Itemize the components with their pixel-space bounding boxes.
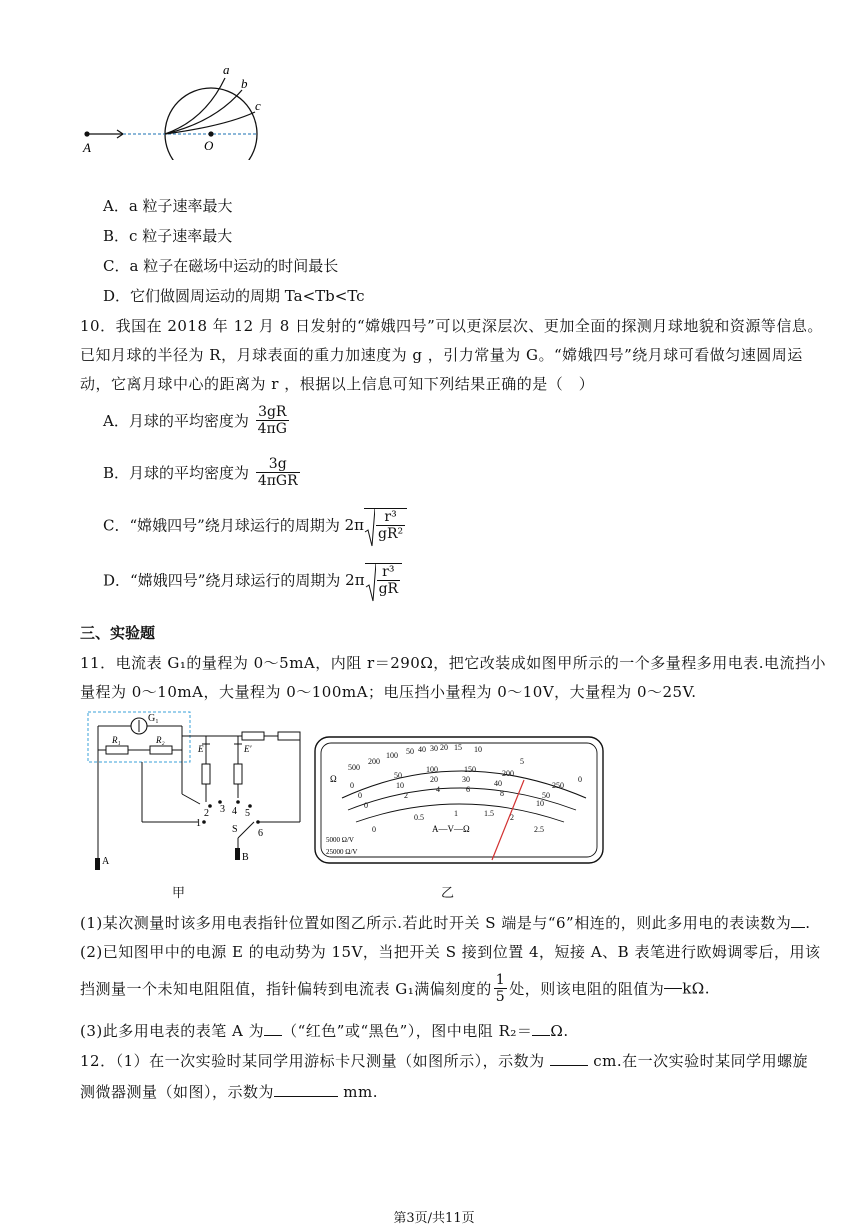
section-heading: 三、实验题 [80,624,156,642]
svg-text:200: 200 [368,757,380,766]
svg-text:6: 6 [258,828,263,839]
q11-part2-line2: 挡测量一个未知电阻阻值，指针偏转到电流表 G₁满偏刻度的 $\frac{1}{5}$ 处，则该电阻的阻值为 kΩ. [80,972,711,1005]
q10-option-b: B．月球的平均密度为 $\frac{3g}{\text{4πGR}}$ [103,456,298,489]
svg-text:0: 0 [364,801,368,810]
circuit-figure [82,708,314,878]
svg-text:E′: E′ [244,744,252,754]
q11-part3: (3)此多用电表的表笔 A 为 （“红色”或“黑色”），图中电阻 R₂＝ Ω. [80,1022,569,1040]
fig-caption-right: 乙 [441,886,455,901]
svg-text:G₁: G₁ [148,713,159,724]
q10-line2: 已知月球的半径为 R，月球表面的重力加速度为 g ，引力常量为 G。“嫦娥四号”绕月球可看做匀速圆周运 [80,346,803,364]
label-a: a [223,62,230,77]
q10-line3: 动，它离月球中心的距离为 r ，根据以上信息可知下列结果正确的是（ ） [80,375,595,393]
svg-text:4: 4 [232,806,237,817]
svg-text:2.5: 2.5 [534,825,544,834]
svg-text:0: 0 [358,791,362,800]
q10-line1: 10．我国在 2018 年 12 月 8 日发射的“嫦娥四号”可以更深层次、更加全面的探测月球地貌和资源等信息。 [80,317,823,335]
svg-text:0.5: 0.5 [414,813,424,822]
svg-text:1: 1 [196,818,201,829]
svg-text:6: 6 [466,785,470,794]
svg-text:8: 8 [500,789,504,798]
svg-text:500: 500 [348,763,360,772]
svg-text:40: 40 [494,779,502,788]
trajectory-figure [75,60,275,160]
q9-option-a: A．a 粒子速率最大 [103,197,233,215]
page-footer: 第3页/共11页 [393,1211,475,1226]
svg-text:1.5: 1.5 [484,809,494,818]
label-c: c [255,98,261,113]
svg-text:30: 30 [462,775,470,784]
svg-text:10: 10 [536,799,544,808]
q9-option-b: B．c 粒子速率最大 [103,227,233,245]
q11-part1: (1)某次测量时该多用电表指针位置如图乙所示.若此时开关 S 端是与“6”相连的，则此多用电的表读数为 . [80,914,811,932]
svg-text:2: 2 [510,813,514,822]
svg-text:5: 5 [520,757,524,766]
svg-text:20: 20 [440,743,448,752]
q11-line1: 11．电流表 G₁的量程为 0～5mA，内阻 r＝290Ω，把它改装成如图甲所示的一个多量程多用电表.电流挡小 [80,654,827,672]
svg-text:A: A [102,856,110,867]
svg-text:30: 30 [430,744,438,753]
svg-text:20: 20 [430,775,438,784]
svg-text:50: 50 [542,791,550,800]
svg-text:0: 0 [372,825,376,834]
svg-text:10: 10 [396,781,404,790]
svg-text:4: 4 [436,785,440,794]
q10-option-c: C．“嫦娥四号”绕月球运行的周期为 2π $\frac{\text{r³}}{\text{gR²}}$ [103,508,407,542]
q11-line2: 量程为 0～10mA，大量程为 0～100mA；电压挡小量程为 0～10V，大量程为 0～25V. [80,683,697,701]
svg-text:40: 40 [418,745,426,754]
svg-text:B: B [242,852,249,863]
q10-option-a: A．月球的平均密度为 $\frac{3gR}{4\pi G}$ [103,404,287,437]
q12-line1: 12．（1）在一次实验时某同学用游标卡尺测量（如图所示），示数为 cm.在一次实验时某同学用螺旋 [80,1052,809,1070]
svg-text:25000 Ω/V: 25000 Ω/V [326,848,358,856]
svg-text:2: 2 [204,808,209,819]
svg-text:15: 15 [454,743,462,752]
svg-text:E: E [198,744,204,754]
svg-text:3: 3 [220,804,225,815]
fig-caption-left: 甲 [172,886,186,901]
q9-option-d: D．它们做圆周运动的周期 Ta<Tb<Tc [103,287,365,305]
svg-text:100: 100 [426,765,438,774]
svg-text:5000 Ω/V: 5000 Ω/V [326,836,354,844]
svg-text:2: 2 [404,791,408,800]
svg-text:50: 50 [406,747,414,756]
svg-text:10: 10 [474,745,482,754]
svg-text:50: 50 [394,771,402,780]
svg-text:Ω: Ω [330,774,337,784]
svg-text:R₂: R₂ [156,735,165,745]
svg-text:5: 5 [245,808,250,819]
svg-text:100: 100 [386,751,398,760]
svg-text:0: 0 [578,775,582,784]
q9-option-c: C．a 粒子在磁场中运动的时间最长 [103,257,339,275]
svg-text:R₁: R₁ [112,735,121,745]
svg-text:200: 200 [502,769,514,778]
svg-text:150: 150 [464,765,476,774]
q11-part2-line1: (2)已知图甲中的电源 E 的电动势为 15V，当把开关 S 接到位置 4，短接 A、B 表笔进行欧姆调零后，用该 [80,943,821,961]
label-O: O [204,138,214,153]
svg-text:250: 250 [552,781,564,790]
q12-line2: 测微器测量（如图），示数为 mm. [80,1083,379,1101]
svg-text:0: 0 [350,781,354,790]
meter-figure [314,736,604,864]
meter-center-label: A—V—Ω [432,824,470,834]
label-b: b [241,76,248,91]
svg-text:S: S [232,824,238,835]
svg-text:1: 1 [454,809,458,818]
q10-option-d: D．“嫦娥四号”绕月球运行的周期为 2π $\frac{\text{r³}}{gR}$ [103,563,402,597]
label-A: A [83,140,91,155]
